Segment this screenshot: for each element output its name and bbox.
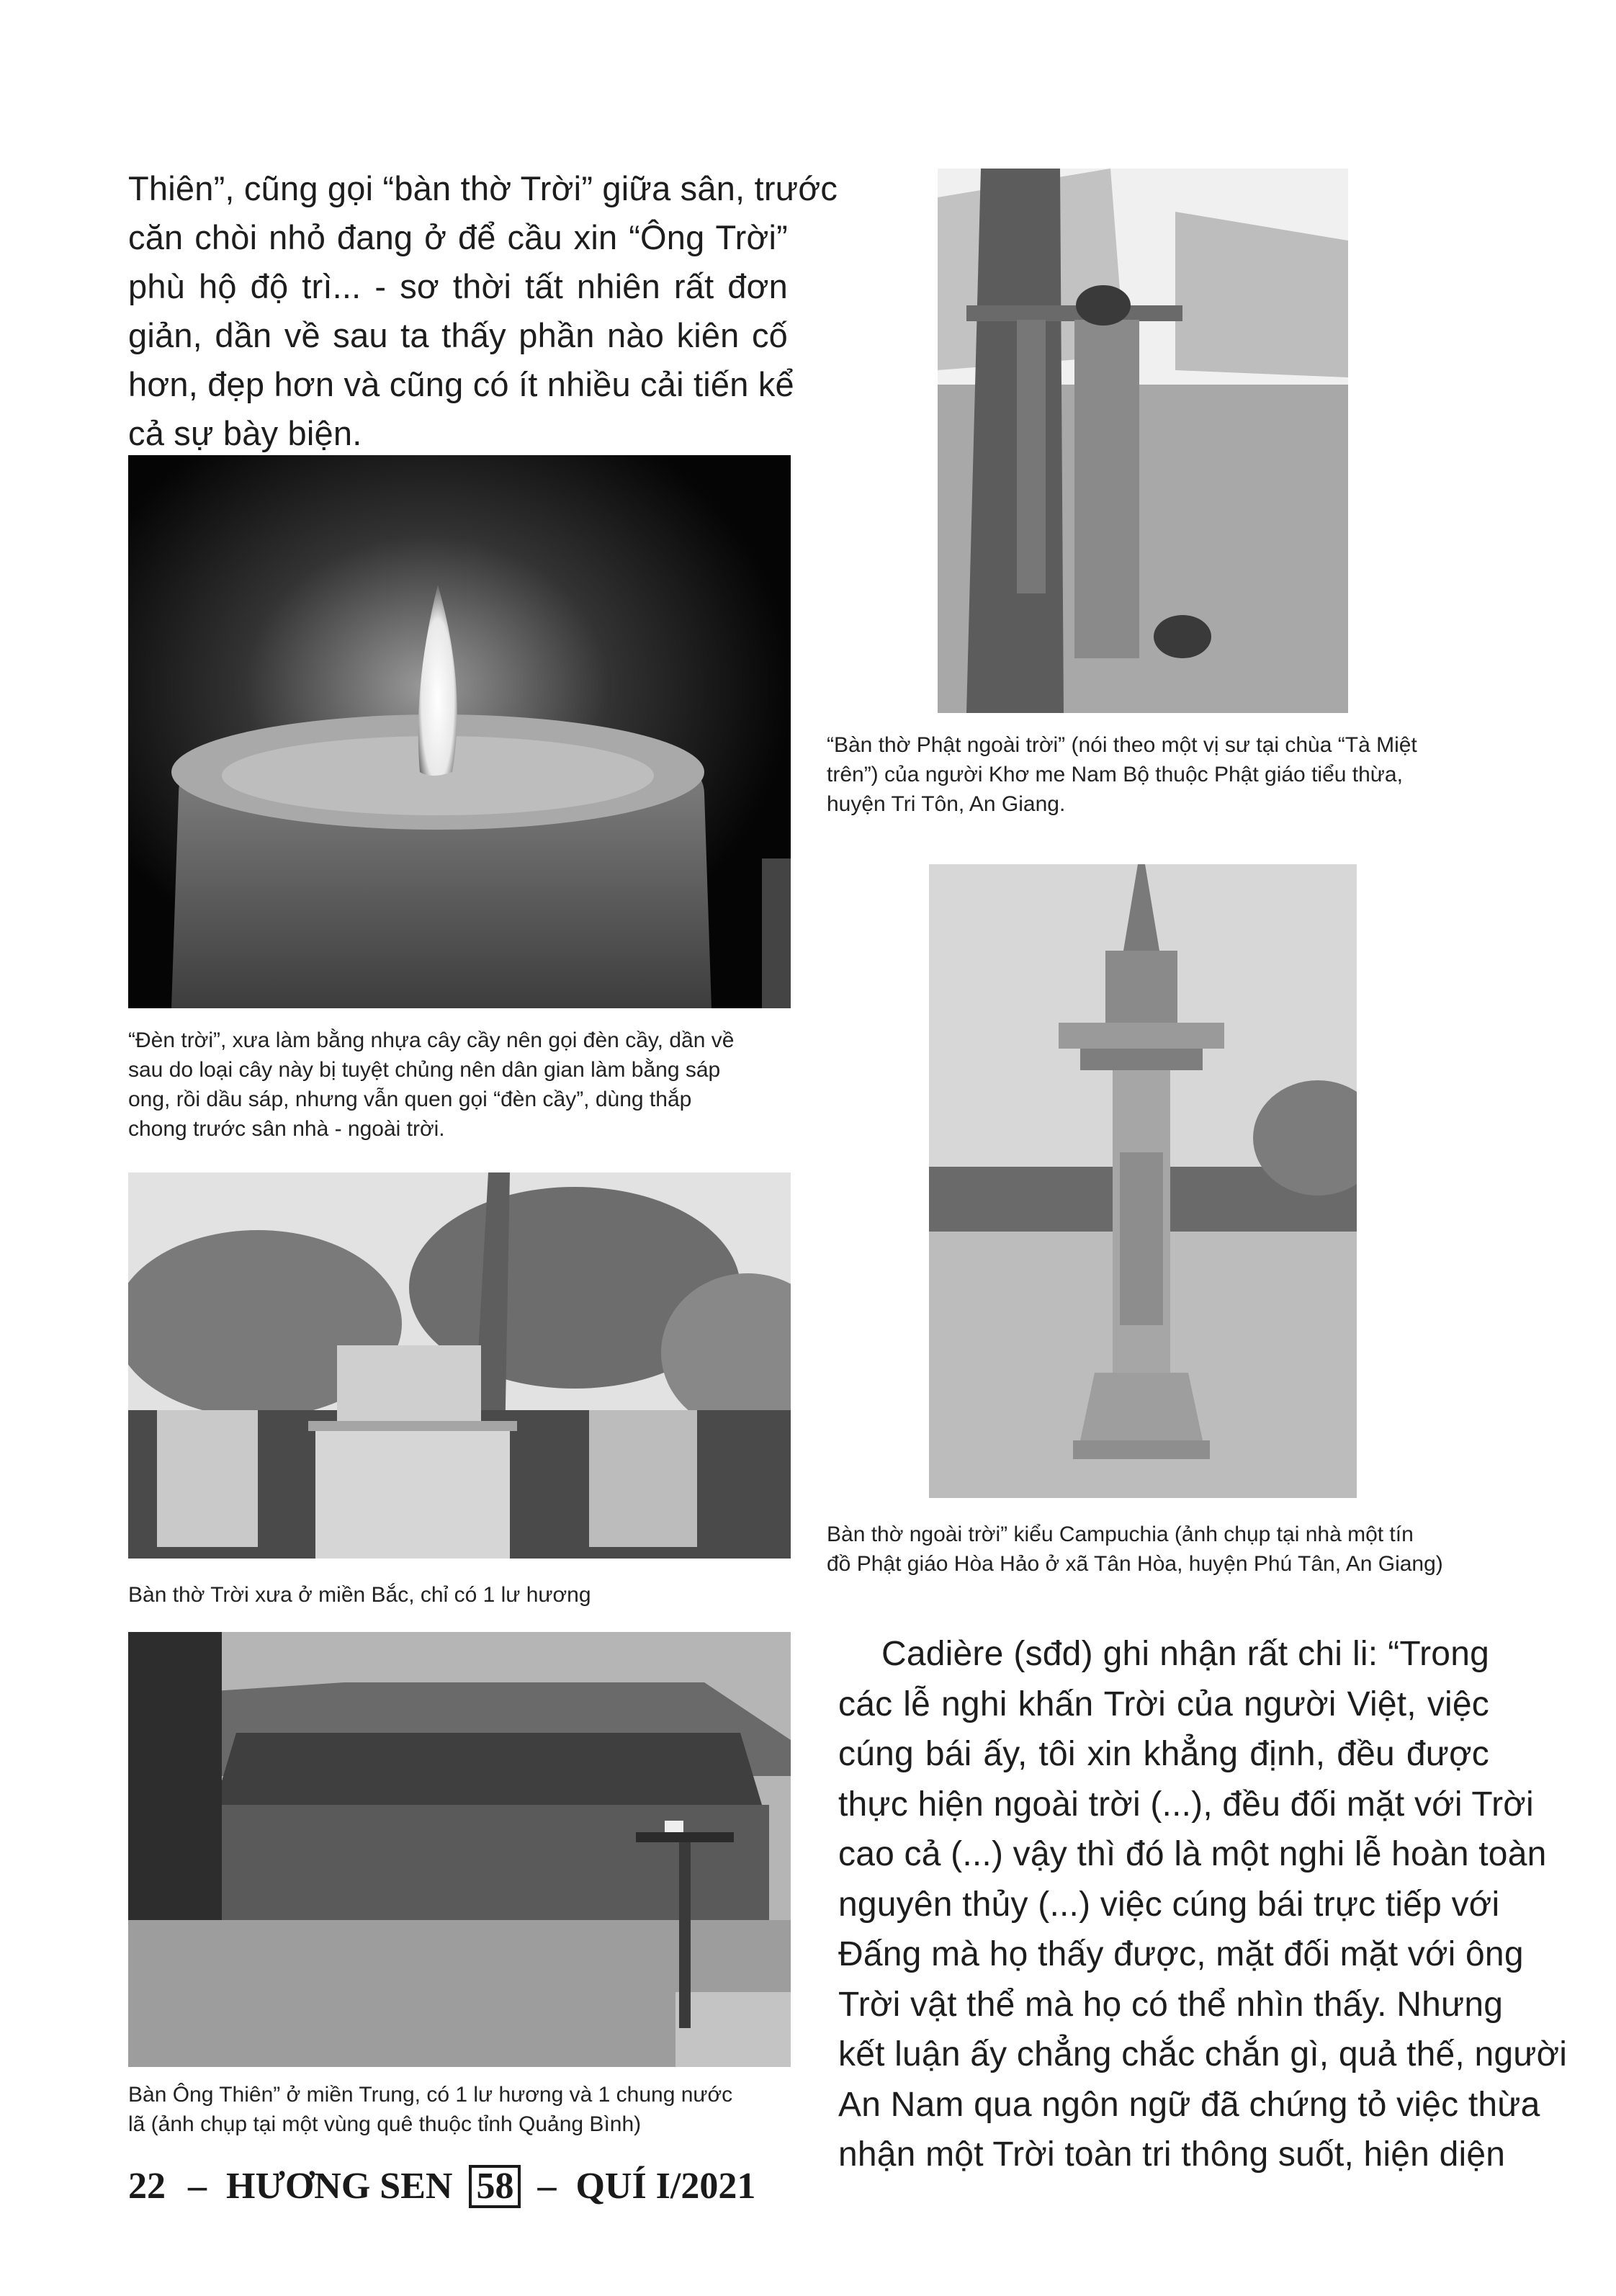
central-altar-photo: [128, 1632, 791, 2067]
caption-line: “Bàn thờ Phật ngoài trời” (nói theo một vị sư tại chùa “Tà Miệt: [827, 733, 1417, 757]
caption-line: Bàn thờ Trời xưa ở miền Bắc, chỉ có 1 lư hương: [128, 1583, 591, 1607]
issue-period: QUÍ I/2021: [575, 2166, 756, 2207]
khmer-altar-photo: [938, 169, 1348, 713]
caption-line: Bàn thờ ngoài trời” kiểu Campuchia (ảnh chụp tại nhà một tín: [827, 1523, 1414, 1546]
text-line: thực hiện ngoài trời (...), đều đối mặt với Trời: [838, 1785, 1534, 1824]
text-line: An Nam qua ngôn ngữ đã chứng tỏ việc thừa: [838, 2085, 1540, 2124]
caption-line: lã (ảnh chụp tại một vùng quê thuộc tỉnh Quảng Bình): [128, 2112, 642, 2136]
north-altar-photo: [128, 1172, 791, 1559]
main-paragraph: [838, 1629, 1568, 2180]
text-line: Thiên”, cũng gọi “bàn thờ Trời” giữa sân, trước: [128, 169, 838, 207]
text-line: phù hộ độ trì... - sơ thời tất nhiên rất đơn: [128, 267, 788, 305]
page-number: 22: [128, 2166, 166, 2207]
caption-line: Bàn Ông Thiên” ở miền Trung, có 1 lư hương và 1 chung nước: [128, 2083, 733, 2107]
caption-line: “Đèn trời”, xưa làm bằng nhựa cây cầy nên gọi đèn cầy, dần về: [128, 1028, 735, 1052]
magazine-title: HƯƠNG SEN: [226, 2166, 453, 2207]
candle-photo: [128, 455, 791, 1008]
caption-line: huyện Tri Tôn, An Giang.: [827, 792, 1066, 816]
issue-number: 58: [469, 2165, 521, 2208]
text-line: căn chòi nhỏ đang ở để cầu xin “Ông Trời”: [128, 218, 788, 256]
text-line: cúng bái ấy, tôi xin khẳng định, đều được: [838, 1735, 1489, 1773]
khmer-altar-caption: [827, 730, 1475, 819]
page-footer: [128, 2165, 755, 2208]
caption-line: trên”) của người Khơ me Nam Bộ thuộc Phật giáo tiểu thừa,: [827, 763, 1403, 786]
footer-dash: –: [188, 2166, 207, 2207]
caption-line: sau do loại cây này bị tuyệt chủng nên dân gian làm bằng sáp: [128, 1058, 721, 1082]
central-altar-caption: [128, 2080, 791, 2139]
candle-caption: [128, 1026, 791, 1144]
caption-line: chong trước sân nhà - ngoài trời.: [128, 1117, 445, 1141]
text-line: kết luận ấy chẳng chắc chắn gì, quả thế, người: [838, 2035, 1568, 2073]
text-line: Đấng mà họ thấy được, mặt đối mặt với ông: [838, 1935, 1524, 1973]
footer-dash: –: [537, 2166, 557, 2207]
caption-line: đồ Phật giáo Hòa Hảo ở xã Tân Hòa, huyện Phú Tân, An Giang): [827, 1552, 1443, 1576]
text-line: hơn, đẹp hơn và cũng có ít nhiều cải tiến kể: [128, 365, 794, 403]
text-line: cả sự bày biện.: [128, 414, 362, 452]
north-altar-caption: [128, 1580, 791, 1610]
cambodia-altar-caption: [827, 1520, 1489, 1579]
text-line: nhận một Trời toàn tri thông suốt, hiện diện: [838, 2135, 1506, 2174]
text-line: Trời vật thể mà họ có thể nhìn thấy. Nhưng: [838, 1985, 1504, 2024]
caption-line: ong, rồi dầu sáp, nhưng vẫn quen gọi “đèn cầy”, dùng thắp: [128, 1088, 692, 1111]
text-line: giản, dần về sau ta thấy phần nào kiên cố: [128, 316, 788, 354]
text-line: các lễ nghi khấn Trời của người Việt, việc: [838, 1685, 1489, 1723]
text-line: Cadière (sđd) ghi nhận rất chi li: “Trong: [881, 1635, 1489, 1673]
text-line: nguyên thủy (...) việc cúng bái trực tiếp với: [838, 1885, 1500, 1924]
intro-paragraph: [128, 164, 838, 458]
cambodia-altar-photo: [929, 864, 1357, 1498]
text-line: cao cả (...) vậy thì đó là một nghi lễ hoàn toàn: [838, 1835, 1547, 1873]
